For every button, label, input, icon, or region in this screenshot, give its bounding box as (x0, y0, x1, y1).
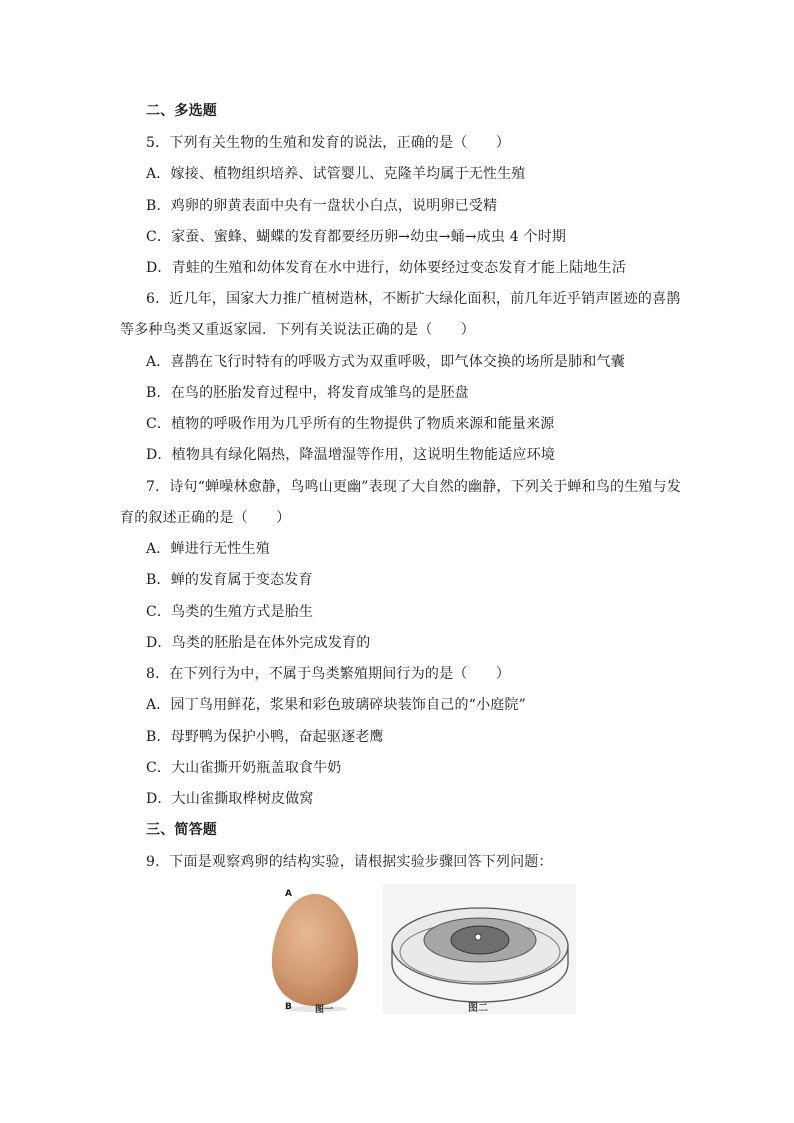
question-6-option-c: C．植物的呼吸作用为几乎所有的生物提供了物质来源和能量来源 (146, 416, 555, 432)
question-9-stem: 9．下面是观察鸡卵的结构实验，请根据实验步骤回答下列问题： (146, 854, 553, 870)
section-heading-multiple-choice: 二、多选题 (146, 103, 217, 119)
question-5-option-d: D．青蛙的生殖和幼体发育在水中进行，幼体要经过变态发育才能上陆地生活 (146, 260, 627, 276)
question-7-stem-line2: 育的叙述正确的是（ ） (120, 510, 291, 526)
question-8-option-a: A．园丁鸟用鲜花，浆果和彩色玻璃碎块装饰自己的“小庭院” (146, 697, 527, 713)
question-8-stem: 8．在下列行为中，不属于鸟类繁殖期间行为的是（ ） (146, 666, 511, 682)
question-7-option-b: B．蝉的发育属于变态发育 (146, 572, 313, 588)
egg-yolk (451, 926, 509, 954)
figure-1-label-b: B (285, 1002, 292, 1012)
question-6-stem-line1: 6．近几年，国家大力推广植树造林，不断扩大绿化面积，前几年近乎销声匿迹的喜鹊 (146, 291, 681, 307)
question-5-stem: 5．下列有关生物的生殖和发育的说法，正确的是（ ） (146, 135, 511, 151)
germinal-disc (475, 934, 481, 940)
figure-2-caption: 图二 (468, 1003, 488, 1014)
question-6-stem-line2: 等多种鸟类又重返家园．下列有关说法正确的是（ ） (120, 322, 475, 338)
question-5-option-c: C．家蚕、蜜蜂、蝴蝶的发育都要经历卵→幼虫→蛹→成虫 4 个时期 (146, 229, 567, 245)
petri-dish-illustration (383, 884, 576, 1014)
question-8-option-c: C．大山雀撕开奶瓶盖取食牛奶 (146, 760, 342, 776)
figure-1-label-a: A (285, 889, 292, 899)
question-7-stem-line1: 7．诗句“蝉噪林愈静，鸟鸣山更幽”表现了大自然的幽静，下列关于蝉和鸟的生殖与发 (146, 479, 682, 495)
question-7-option-d: D．鸟类的胚胎是在体外完成发育的 (146, 635, 371, 651)
question-5-option-a: A．嫁接、植物组织培养、试管婴儿、克隆羊均属于无性生殖 (146, 166, 526, 182)
question-8-option-d: D．大山雀撕取桦树皮做窝 (146, 791, 314, 807)
figure-1-caption: 图一 (315, 1005, 334, 1015)
question-7-option-c: C．鸟类的生殖方式是胎生 (146, 604, 314, 620)
question-6-option-b: B．在鸟的胚胎发育过程中，将发育成雏鸟的是胚盘 (146, 385, 469, 401)
figure-1-egg (248, 884, 378, 1014)
question-6-option-d: D．植物具有绿化隔热，降温增湿等作用，这说明生物能适应环境 (146, 447, 556, 463)
question-5-option-b: B．鸡卵的卵黄表面中央有一盘状小白点，说明卵已受精 (146, 198, 498, 214)
question-8-option-b: B．母野鸭为保护小鸭，奋起驱逐老鹰 (146, 729, 384, 745)
question-6-option-a: A．喜鹊在飞行时特有的呼吸方式为双重呼吸，即气体交换的场所是肺和气囊 (146, 354, 625, 370)
egg-shape (272, 894, 358, 1006)
figure-2-petri-dish (383, 884, 576, 1014)
egg-illustration (248, 884, 378, 1014)
question-7-option-a: A．蝉进行无性生殖 (146, 541, 270, 557)
question-9-figures (248, 884, 576, 1014)
section-heading-short-answer: 三、简答题 (146, 822, 217, 838)
